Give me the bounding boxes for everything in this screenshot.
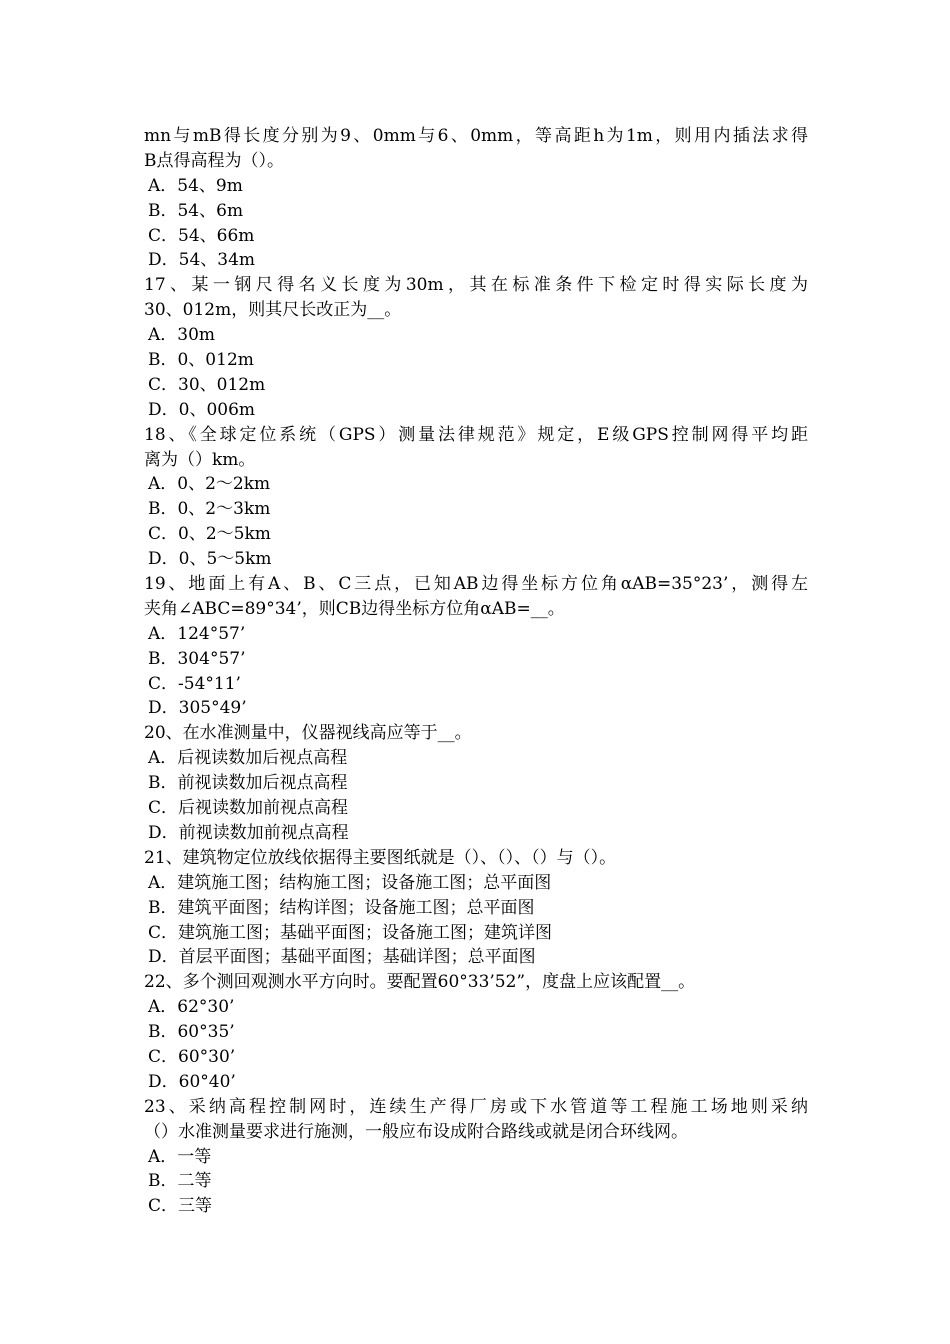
answer-option: B．二等: [148, 1171, 212, 1192]
document-body: [144, 124, 808, 1219]
question-text-line: 30、012m，则其尺长改正为__。: [144, 300, 402, 321]
answer-option: B．前视读数加后视点高程: [148, 773, 348, 794]
answer-option: D．60°40’: [148, 1071, 236, 1092]
question-text-line: B点得高程为（）。: [144, 150, 284, 171]
answer-option: C．建筑施工图；基础平面图；设备施工图；建筑详图: [148, 922, 553, 943]
answer-option: D．305°49’: [148, 698, 247, 719]
question-text-line: 18、《全球定位系统（GPS）测量法律规范》规定，E级GPS控制网得平均距: [144, 424, 808, 445]
answer-option: B．54、6m: [148, 200, 244, 221]
question-text-line: 23、采纳高程控制网时，连续生产得厂房或下水管道等工程施工场地则采纳: [144, 1096, 808, 1117]
answer-option: A．54、9m: [148, 175, 243, 196]
answer-option: D．首层平面图；基础平面图；基础详图；总平面图: [148, 947, 536, 968]
question-text-line: 离为（）km。: [144, 449, 256, 470]
answer-option: B．建筑平面图；结构详图；设备施工图；总平面图: [148, 897, 535, 918]
answer-option: C．0、2～5km: [148, 524, 271, 545]
question-text-line: 20、在水准测量中，仪器视线高应等于__。: [144, 723, 472, 744]
answer-option: D．54、34m: [148, 250, 256, 271]
answer-option: A．30m: [148, 325, 216, 346]
answer-option: A．后视读数加后视点高程: [148, 748, 348, 769]
answer-option: A．62°30’: [148, 997, 235, 1018]
answer-option: A．124°57’: [148, 623, 246, 644]
answer-option: C．54、66m: [148, 225, 255, 246]
answer-option: C．60°30’: [148, 1046, 236, 1067]
answer-option: A．建筑施工图；结构施工图；设备施工图；总平面图: [148, 872, 552, 893]
answer-option: D．0、5～5km: [148, 549, 272, 570]
question-text-line: mn与mB得长度分别为9、0mm与6、0mm，等高距h为1m，则用内插法求得: [144, 126, 808, 146]
answer-option: C．后视读数加前视点高程: [148, 798, 349, 819]
answer-option: A．0、2～2km: [148, 474, 271, 495]
question-text-line: 19、地面上有A、B、C三点，已知AB边得坐标方位角αAB=35°23’，测得左: [144, 574, 808, 595]
answer-option: B．0、2～3km: [148, 499, 271, 520]
question-text-line: （）水准测量要求进行施测，一般应布设成附合路线或就是闭合环线网。: [144, 1121, 688, 1142]
question-text-line: 21、建筑物定位放线依据得主要图纸就是（）、（）、（）与（）。: [144, 847, 617, 868]
answer-option: B．60°35’: [148, 1022, 235, 1043]
question-text-line: 17、某一钢尺得名义长度为30m，其在标准条件下检定时得实际长度为: [144, 275, 808, 296]
answer-option: B．304°57’: [148, 648, 246, 669]
answer-option: A．一等: [148, 1146, 212, 1167]
answer-option: C．30、012m: [148, 374, 266, 395]
answer-option: B．0、012m: [148, 350, 254, 371]
answer-option: C．-54°11’: [148, 673, 241, 694]
answer-option: D．0、006m: [148, 399, 256, 420]
question-text-line: 夹角∠ABC=89°34’，则CB边得坐标方位角αAB=__。: [144, 598, 565, 619]
question-text-line: 22、多个测回观测水平方向时。要配置60°33’52”，度盘上应该配置__。: [144, 972, 696, 993]
answer-option: D．前视读数加前视点高程: [148, 822, 349, 843]
answer-option: C．三等: [148, 1196, 213, 1217]
